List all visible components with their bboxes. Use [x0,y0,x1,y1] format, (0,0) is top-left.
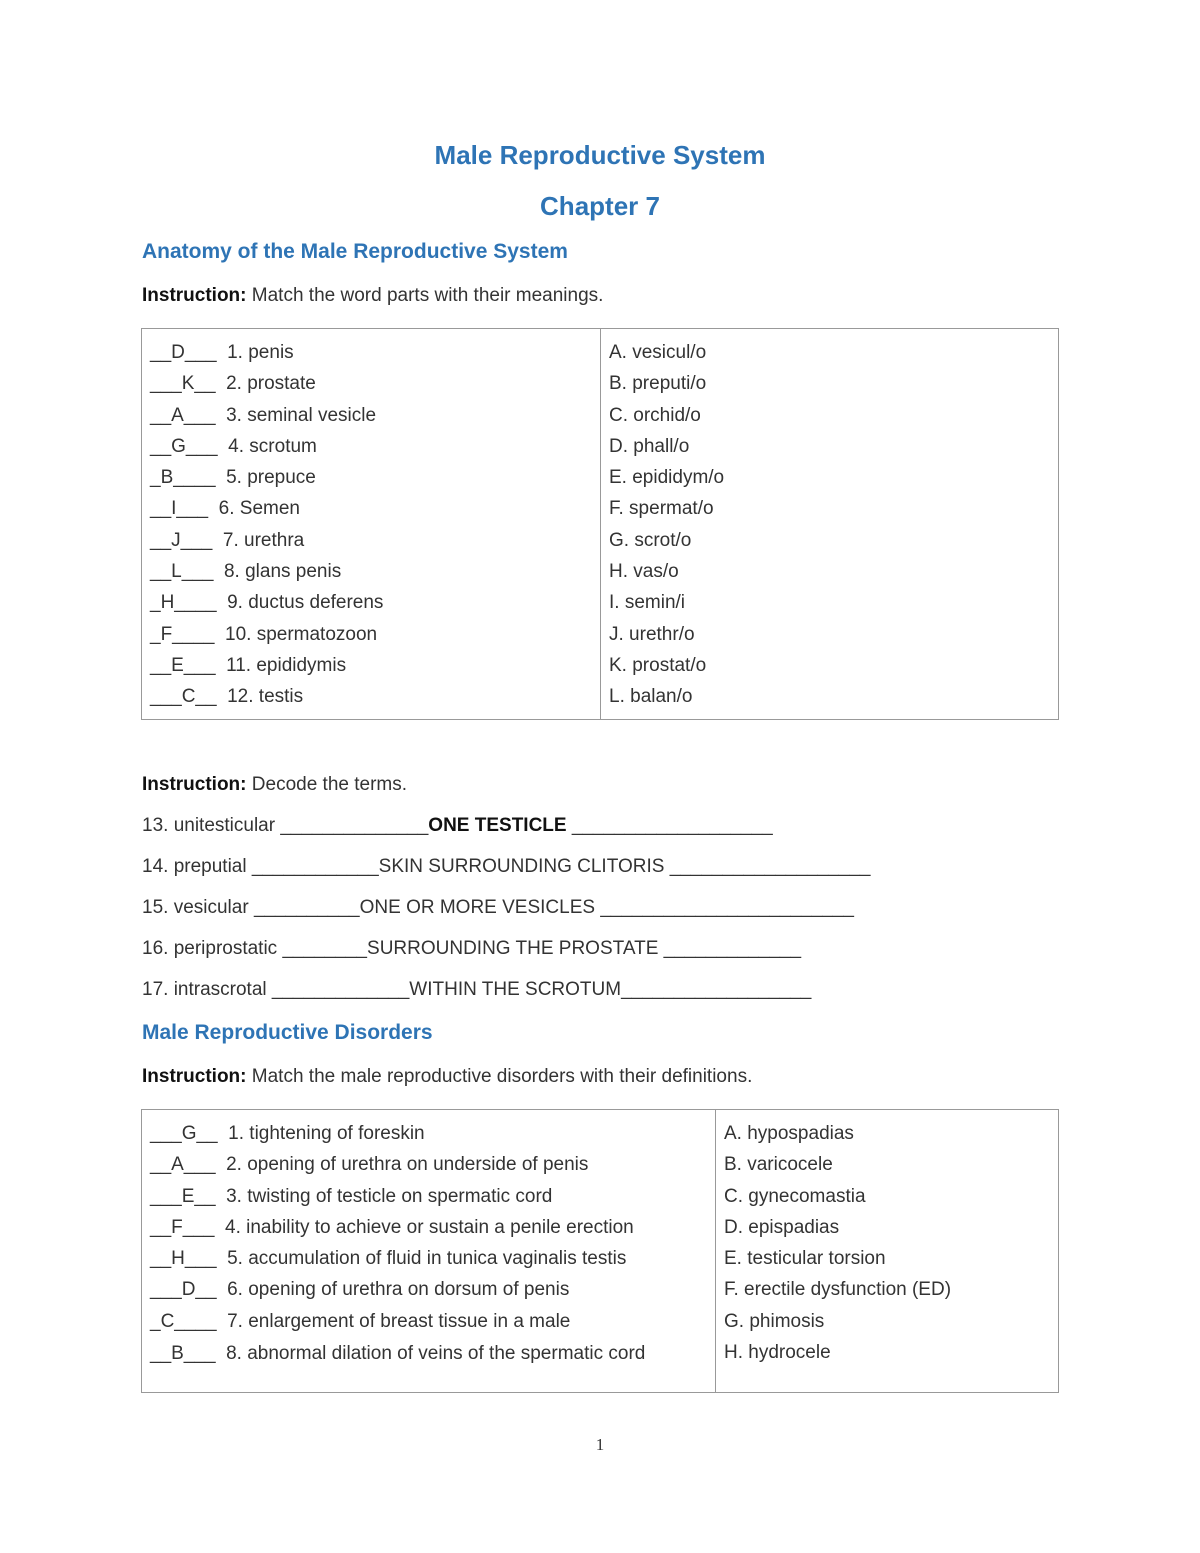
match-option: A. vesicul/o [609,342,707,363]
answer-blank: ___________________ [566,815,773,836]
answer-blank: ________________________ [595,897,854,918]
match-option: D. epispadias [724,1216,840,1238]
answer-blank: __________________ [621,979,812,1000]
anatomy-terms-column [142,329,601,720]
match-item: __A___ 3. seminal vesicle [150,404,377,426]
match-item: ___G__ 1. tightening of foreskin [150,1123,425,1144]
answer-blank: _____________ [658,938,802,959]
chapter-title: Chapter 7 [540,191,660,221]
decode-item [142,815,773,837]
match-option: B. varicocele [724,1154,833,1176]
match-item: __L___ 8. glans penis [150,561,342,583]
instruction-label: Instruction: [142,1066,247,1087]
match-option: H. vas/o [609,561,679,583]
match-item: ___C__ 12. testis [150,686,304,708]
section-heading-anatomy: Anatomy of the Male Reproductive System [142,240,568,263]
decode-answer: ONE OR MORE VESICLES [359,897,596,918]
decode-term: 13. unitesticular [142,815,281,836]
decode-answer: WITHIN THE SCROTUM [409,979,622,1000]
match-item: __B___ 8. abnormal dilation of veins of the spermatic cord [150,1343,646,1365]
match-item: __F___ 4. inability to achieve or sustain a penile erection [150,1216,634,1238]
match-option: C. orchid/o [609,404,701,426]
answer-blank: __________ [253,897,360,918]
decode-answer: SURROUNDING THE PROSTATE [367,938,659,959]
answer-blank: ____________ [251,856,379,877]
match-option: H. hydrocele [724,1342,831,1364]
match-option: E. testicular torsion [724,1248,886,1270]
match-item: __H___ 5. accumulation of fluid in tunica vaginalis testis [150,1248,627,1270]
match-item: __E___ 11. epididymis [150,654,347,676]
match-option: F. spermat/o [609,498,714,520]
decode-term: 17. intrascrotal [142,979,272,1000]
answer-blank: ______________ [280,815,429,836]
match-option: A. hypospadias [724,1123,854,1144]
match-option: C. gynecomastia [724,1185,866,1207]
disorders-names-column [716,1110,1059,1393]
match-option: J. urethr/o [609,623,695,645]
page-title: Male Reproductive System [434,140,766,170]
anatomy-word-parts-column [601,329,1059,720]
instruction-text: Match the word parts with their meanings. [246,285,604,306]
match-option: G. phimosis [724,1310,825,1332]
disorders-definitions-column [142,1110,716,1393]
match-item: _B____ 5. prepuce [150,467,316,489]
match-option: L. balan/o [609,686,693,708]
disorders-match-table [141,1109,1059,1393]
decode-item [142,856,870,878]
instruction-label: Instruction: [142,774,247,795]
match-option: E. epididym/o [609,467,725,489]
match-item: _H____ 9. ductus deferens [150,592,384,614]
decode-term: 15. vesicular [142,897,254,918]
match-item: ___D__ 6. opening of urethra on dorsum of penis [150,1279,570,1301]
match-item: ___E__ 3. twisting of testicle on spermatic cord [150,1185,553,1207]
instruction-decode [142,774,407,796]
match-item: _C____ 7. enlargement of breast tissue in a male [150,1310,571,1332]
match-item: __I___ 6. Semen [150,498,300,520]
decode-term: 14. preputial [142,856,252,877]
match-item: ___K__ 2. prostate [150,373,316,395]
instruction-label: Instruction: [142,285,247,306]
answer-blank: _____________ [271,979,410,1000]
decode-answer: ONE TESTICLE [428,815,567,836]
instruction-text: Decode the terms. [246,774,408,795]
decode-term: 16. periprostatic [142,938,283,959]
decode-item [142,897,854,919]
page-number: 1 [595,1435,605,1454]
match-item: _F____ 10. spermatozoon [150,623,378,645]
match-option: I. semin/i [609,592,686,614]
instruction-disorders [142,1066,752,1088]
decode-answer: SKIN SURROUNDING CLITORIS [378,856,665,877]
instruction-text: Match the male reproductive disorders with their definitions. [246,1066,753,1087]
match-item: __G___ 4. scrotum [150,435,317,457]
section-heading-disorders: Male Reproductive Disorders [142,1021,433,1044]
anatomy-match-table [141,328,1059,720]
match-item: __D___ 1. penis [150,342,294,363]
match-option: G. scrot/o [609,529,692,551]
match-item: __A___ 2. opening of urethra on underside of penis [150,1154,589,1176]
instruction-anatomy [142,285,603,307]
match-option: F. erectile dysfunction (ED) [724,1279,952,1301]
answer-blank: ________ [282,938,368,959]
match-item: __J___ 7. urethra [150,529,305,551]
decode-item [142,938,801,960]
decode-item [142,979,811,1001]
answer-blank: ___________________ [664,856,871,877]
match-option: B. preputi/o [609,373,707,395]
match-option: K. prostat/o [609,654,707,676]
match-option: D. phall/o [609,435,690,457]
